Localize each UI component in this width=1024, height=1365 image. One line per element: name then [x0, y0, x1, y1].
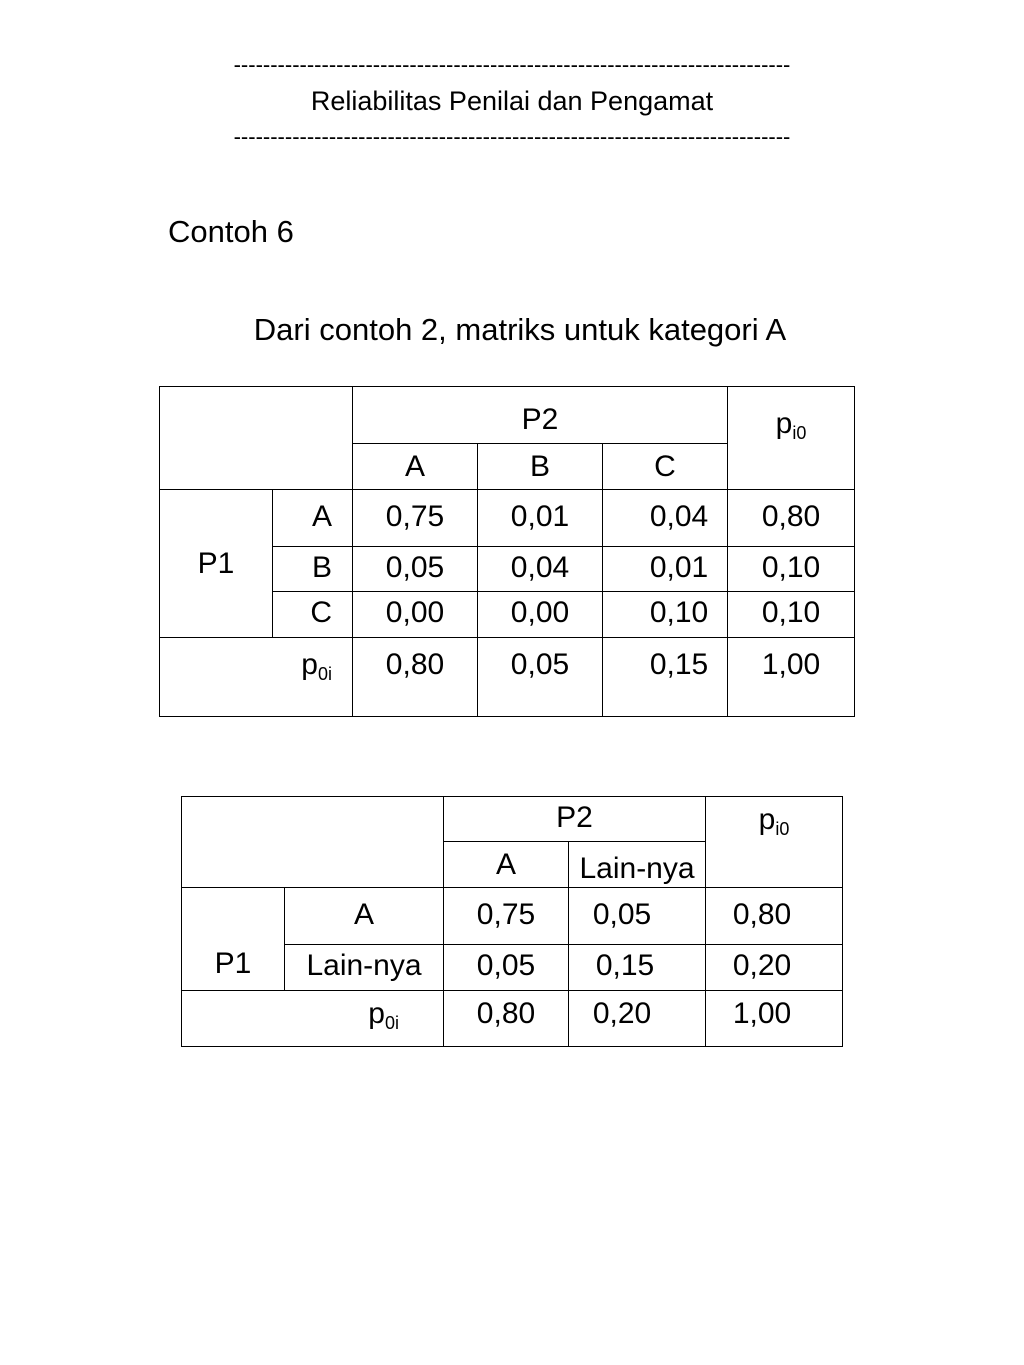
cell-b-c: 0,01: [603, 547, 728, 592]
col-header-b: B: [478, 444, 603, 490]
row-total-b: 0,10: [728, 547, 855, 592]
p2-header-2: P2: [444, 797, 706, 842]
p1-label-2: P1: [182, 888, 285, 991]
cell-b-a: 0,05: [353, 547, 478, 592]
cell-c-a: 0,00: [353, 592, 478, 638]
p2-header: P2: [353, 387, 728, 444]
subtitle: Dari contoh 2, matriks untuk kategori A: [253, 312, 787, 347]
row-label-c: C: [273, 592, 353, 638]
p0i-base-2: p: [368, 997, 385, 1030]
col-header-a: A: [353, 444, 478, 490]
row-label-a-2: A: [285, 888, 444, 945]
row-label-a: A: [273, 490, 353, 547]
p0i-subscript: 0i: [317, 664, 332, 684]
cell-c-c: 0,10: [603, 592, 728, 638]
row-total-a-2: 0,80: [706, 888, 843, 945]
pi0-header: [728, 387, 855, 490]
header-title: Reliabilitas Penilai dan Pengamat: [310, 86, 714, 116]
cell-lain-lain-2: 0,15: [569, 945, 706, 991]
cell-b-b: 0,04: [478, 547, 603, 592]
col-total-lain-2: 0,20: [569, 991, 706, 1047]
col-header-c: C: [603, 444, 728, 490]
grand-total: 1,00: [728, 638, 855, 717]
p0i-label-2: [182, 991, 444, 1047]
matrix-table-abc: [159, 386, 855, 717]
row-total-c: 0,10: [728, 592, 855, 638]
col-total-c: 0,15: [603, 638, 728, 717]
row-total-a: 0,80: [728, 490, 855, 547]
header-dash-line-top: ----------------------------------------------------------------------------: [233, 52, 791, 77]
col-total-a: 0,80: [353, 638, 478, 717]
p0i-subscript-2: 0i: [384, 1013, 399, 1033]
example-title: Contoh 6: [168, 214, 294, 249]
col-total-a-2: 0,80: [444, 991, 569, 1047]
row-label-lain-nya-2: Lain-nya: [285, 945, 444, 991]
header-dash-line-bottom: ----------------------------------------------------------------------------: [233, 124, 791, 149]
cell-a-a: 0,75: [353, 490, 478, 547]
grand-total-2: 1,00: [706, 991, 843, 1047]
corner-cell: [160, 387, 353, 490]
cell-a-b: 0,01: [478, 490, 603, 547]
pi0-header-2: [706, 797, 843, 888]
pi0-base-2: p: [758, 803, 776, 836]
cell-lain-a-2: 0,05: [444, 945, 569, 991]
corner-cell-2: [182, 797, 444, 888]
cell-a-c: 0,04: [603, 490, 728, 547]
p1-label: P1: [160, 490, 273, 638]
row-total-lain-2: 0,20: [706, 945, 843, 991]
pi0-subscript-2: i0: [775, 819, 790, 839]
cell-c-b: 0,00: [478, 592, 603, 638]
col-total-b: 0,05: [478, 638, 603, 717]
p0i-base: p: [301, 648, 318, 681]
cell-a-lain-2: 0,05: [569, 888, 706, 945]
pi0-base: p: [775, 407, 793, 440]
pi0-subscript: i0: [792, 423, 807, 443]
col-header-a-2: A: [444, 842, 569, 888]
row-label-b: B: [273, 547, 353, 592]
col-header-lain-nya-2: Lain-nya: [569, 842, 706, 888]
cell-a-a-2: 0,75: [444, 888, 569, 945]
matrix-table-collapsed: [181, 796, 843, 1047]
p0i-label: [160, 638, 353, 717]
